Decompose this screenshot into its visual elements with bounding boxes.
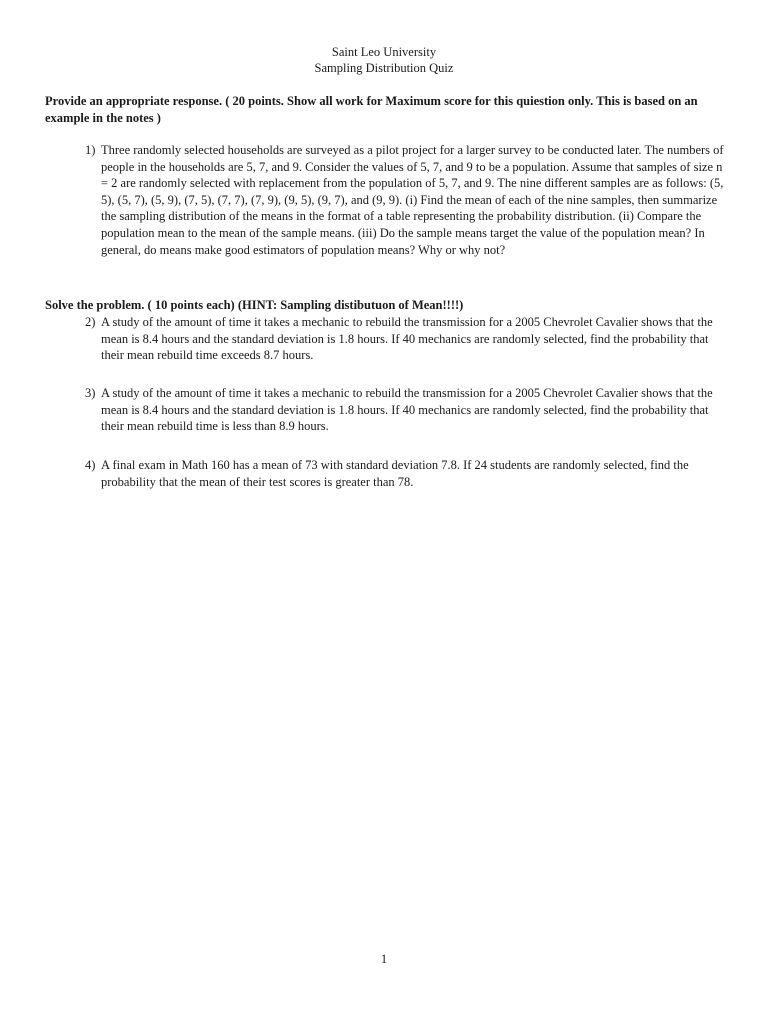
question-text: Three randomly selected households are surveyed as a pilot project for a larger survey to be conducted later. The numbers of people in the households are 5, 7, and 9. Consider the values of 5, 7, and 9 to be a population. Assume that samples of size n = 2 are randomly selected with replacement from the population of 5, 7, and 9. The nine different samples are as follows: (5, 5), (5, 7), (5, 9), (7, 5), (7, 7), (7, 9), (9, 5), (9, 7), and (9, 9). (i) Find the mean of each of the nine samples, then summarize the sampling distribution of the means in the format of a table representing the probability distribution. (ii) Compare the population mean to the mean of the sample means. (iii) Do the sample means target the value of the population mean? In general, do means make good estimators of population means? Why or why not? <box>101 143 724 257</box>
question-number: 2) <box>85 315 96 329</box>
question-text: A final exam in Math 160 has a mean of 73 with standard deviation 7.8. If 24 students are randomly selected, find the probability that the mean of their test scores is greater than 78. <box>101 458 689 489</box>
question-number: 1) <box>85 143 96 157</box>
institution-name: Saint Leo University <box>331 45 437 59</box>
document-header <box>0 44 768 76</box>
page-number: 1 <box>380 952 388 966</box>
question-number: 3) <box>85 386 96 400</box>
quiz-title: Sampling Distribution Quiz <box>314 61 454 75</box>
question-text: A study of the amount of time it takes a mechanic to rebuild the transmission for a 2005 Chevrolet Cavalier shows that the mean is 8.4 hours and the standard deviation is 1.8 hours. If 40 mechanics are randomly selected, find the probability that their mean rebuild time exceeds 8.7 hours. <box>101 315 713 363</box>
section-heading-response: Provide an appropriate response. ( 20 points. Show all work for Maximum score for this quiestion only. This is based on an example in the notes ) <box>45 94 698 125</box>
section-heading-solve: Solve the problem. ( 10 points each) (HINT: Sampling distibutuon of Mean!!!!) <box>45 298 464 312</box>
question-text: A study of the amount of time it takes a mechanic to rebuild the transmission for a 2005 Chevrolet Cavalier shows that the mean is 8.4 hours and the standard deviation is 1.8 hours. If 40 mechanics are randomly selected, find the probability that their mean rebuild time is less than 8.9 hours. <box>101 386 713 434</box>
question-number: 4) <box>85 458 96 472</box>
